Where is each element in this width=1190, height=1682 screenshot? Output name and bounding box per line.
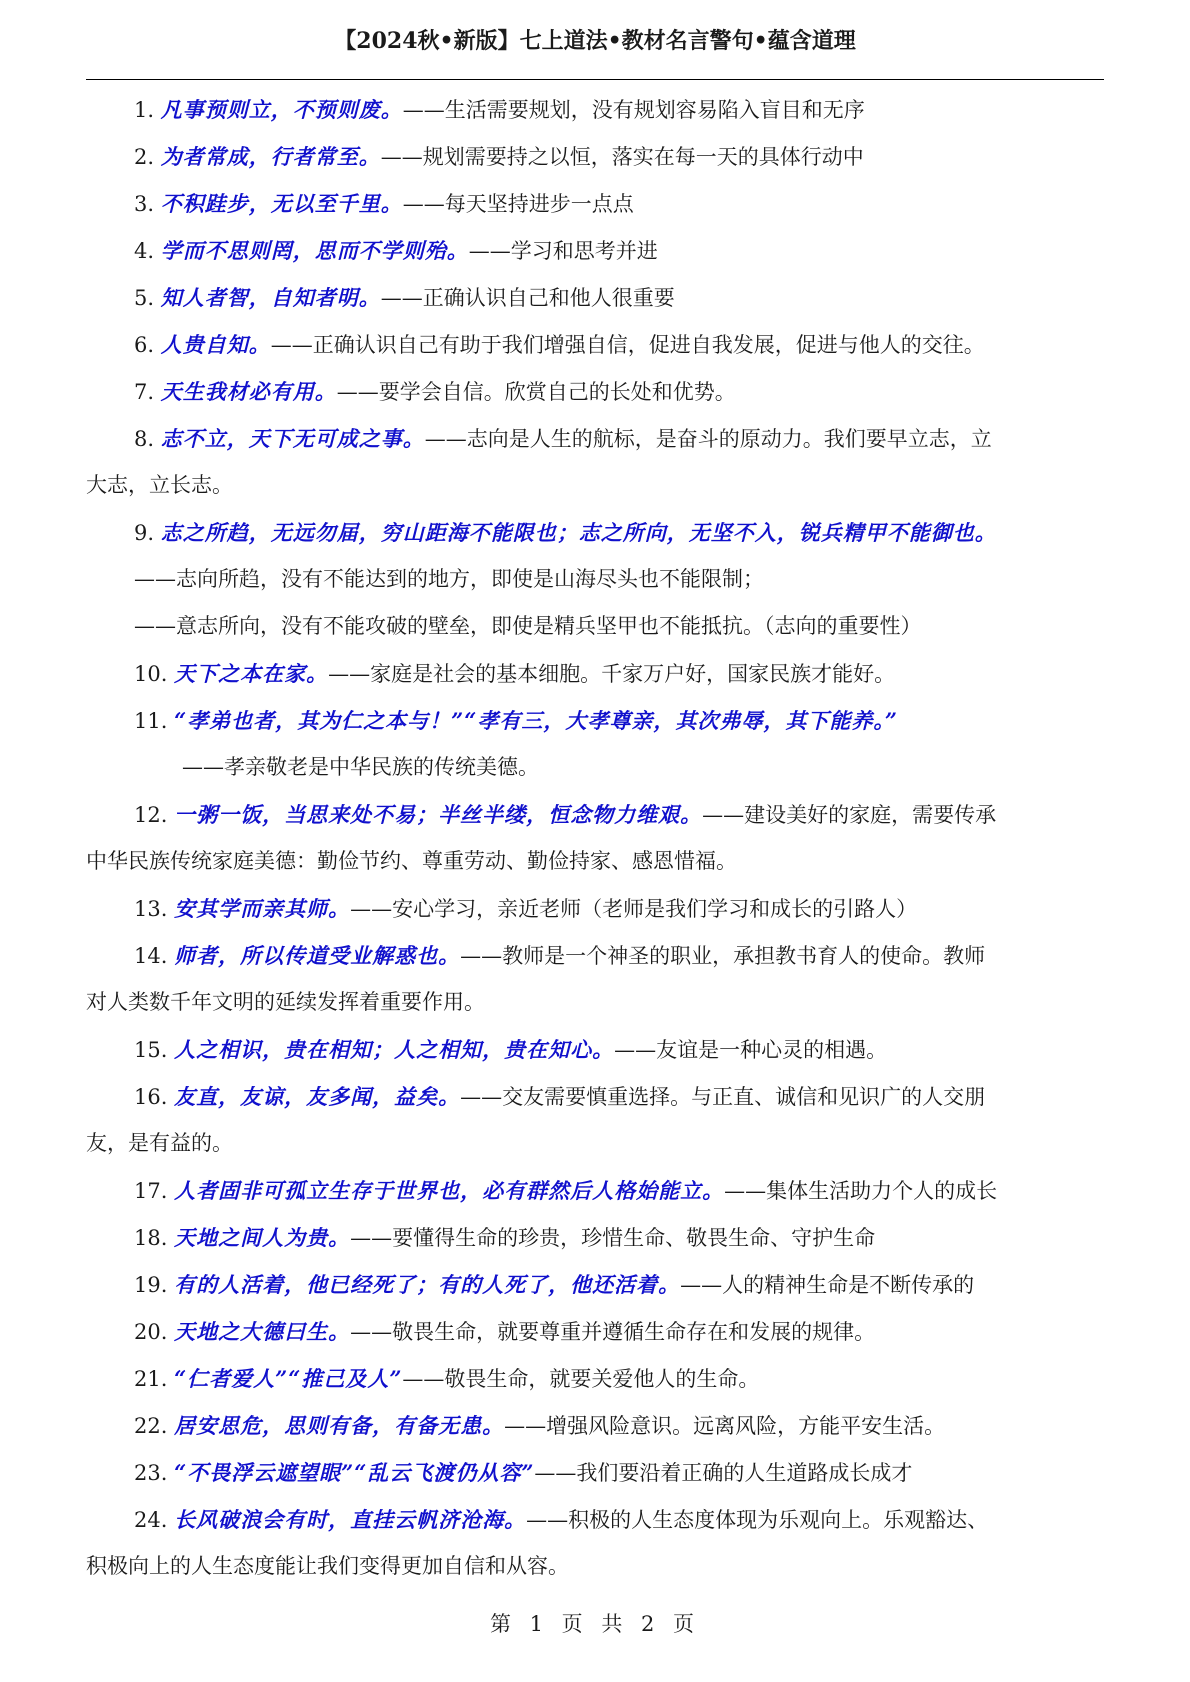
list-item bbox=[86, 885, 1104, 932]
list-item-subline bbox=[86, 603, 1104, 650]
explanation-text: ——敬畏生命，就要关爱他人的生命。 bbox=[402, 1367, 760, 1391]
item-number: 17. bbox=[134, 1179, 168, 1203]
explanation-text: ——生活需要规划，没有规划容易陷入盲目和无序 bbox=[402, 98, 865, 122]
quote-text: “孝弟也者，其为仁之本与！”“孝有三，大孝尊亲，其次弗辱，其下能养。” bbox=[174, 708, 898, 733]
quote-text: 知人者智，自知者明。 bbox=[160, 285, 381, 310]
quote-text: 安其学而亲其师。 bbox=[174, 896, 351, 921]
item-number: 21. bbox=[134, 1367, 168, 1391]
list-item bbox=[86, 274, 1104, 321]
quote-text: 凡事预则立，不预则废。 bbox=[160, 97, 403, 122]
list-item-continuation bbox=[86, 979, 1104, 1026]
item-number: 22. bbox=[134, 1414, 168, 1438]
quote-text: 一粥一饭，当思来处不易；半丝半缕，恒念物力维艰。 bbox=[174, 802, 703, 827]
list-item-continuation bbox=[86, 838, 1104, 885]
item-number: 15. bbox=[134, 1038, 168, 1062]
explanation-text: ——志向所趋，没有不能达到的地方，即使是山海尽头也不能限制； bbox=[134, 567, 764, 591]
list-item bbox=[86, 368, 1104, 415]
explanation-text: ——每天坚持进步一点点 bbox=[402, 192, 634, 216]
list-item bbox=[86, 180, 1104, 227]
list-item bbox=[86, 1026, 1104, 1073]
quote-list bbox=[86, 86, 1104, 1590]
item-number: 6. bbox=[134, 333, 155, 357]
page-header-title: 【2024秋•新版】七上道法•教材名言警句•蕴含道理 bbox=[334, 28, 856, 54]
explanation-text: ——我们要沿着正确的人生道路成长成才 bbox=[534, 1461, 913, 1485]
quote-text: 天地之大德曰生。 bbox=[174, 1319, 351, 1344]
list-item-subline bbox=[86, 744, 1104, 791]
explanation-text: ——要学会自信。欣赏自己的长处和优势。 bbox=[336, 380, 736, 404]
explanation-text: ——安心学习，亲近老师（老师是我们学习和成长的引路人） bbox=[350, 897, 918, 921]
list-item bbox=[86, 1261, 1104, 1308]
quote-text: 天地之间人为贵。 bbox=[174, 1225, 351, 1250]
quote-text: 人之相识，贵在相知；人之相知，贵在知心。 bbox=[174, 1037, 615, 1062]
item-number: 11. bbox=[134, 709, 168, 733]
explanation-text: ——教师是一个神圣的职业，承担教书育人的使命。教师 bbox=[460, 944, 986, 968]
list-item bbox=[86, 509, 1104, 556]
list-item bbox=[86, 227, 1104, 274]
list-item bbox=[86, 321, 1104, 368]
quote-text: 人者固非可孤立生存于世界也，必有群然后人格始能立。 bbox=[174, 1178, 725, 1203]
list-item-continuation bbox=[86, 1120, 1104, 1167]
quote-text: 人贵自知。 bbox=[160, 332, 271, 357]
explanation-text: ——积极的人生态度体现为乐观向上。乐观豁达、 bbox=[526, 1508, 989, 1532]
list-item-subline bbox=[86, 556, 1104, 603]
item-number: 3. bbox=[134, 192, 155, 216]
item-number: 9. bbox=[134, 521, 155, 545]
item-number: 8. bbox=[134, 427, 155, 451]
quote-text: 志之所趋，无远勿届，穷山距海不能限也；志之所向，无坚不入，锐兵精甲不能御也。 bbox=[160, 520, 997, 545]
quote-text: 天下之本在家。 bbox=[174, 661, 329, 686]
item-number: 10. bbox=[134, 662, 168, 686]
explanation-text: 友，是有益的。 bbox=[86, 1131, 233, 1155]
quote-text: 为者常成，行者常至。 bbox=[160, 144, 381, 169]
quote-text: 师者，所以传道受业解惑也。 bbox=[174, 943, 461, 968]
quote-text: 友直，友谅，友多闻，益矣。 bbox=[174, 1084, 461, 1109]
explanation-text: 大志，立长志。 bbox=[86, 473, 233, 497]
item-number: 5. bbox=[134, 286, 155, 310]
explanation-text: ——正确认识自己和他人很重要 bbox=[380, 286, 675, 310]
explanation-text: ——集体生活助力个人的成长 bbox=[724, 1179, 998, 1203]
list-item bbox=[86, 133, 1104, 180]
item-number: 23. bbox=[134, 1461, 168, 1485]
item-number: 2. bbox=[134, 145, 155, 169]
explanation-text: 中华民族传统家庭美德：勤俭节约、尊重劳动、勤俭持家、感恩惜福。 bbox=[86, 849, 737, 873]
explanation-text: 积极向上的人生态度能让我们变得更加自信和从容。 bbox=[86, 1554, 569, 1578]
quote-text: 志不立，天下无可成之事。 bbox=[160, 426, 425, 451]
explanation-text: ——意志所向，没有不能攻破的壁垒，即使是精兵坚甲也不能抵抗。（志向的重要性） bbox=[134, 614, 922, 638]
list-item bbox=[86, 1449, 1104, 1496]
list-item bbox=[86, 1073, 1104, 1120]
quote-text: “不畏浮云遮望眼”“乱云飞渡仍从容” bbox=[174, 1460, 535, 1485]
item-number: 14. bbox=[134, 944, 168, 968]
item-number: 20. bbox=[134, 1320, 168, 1344]
quote-text: 学而不思则罔，思而不学则殆。 bbox=[160, 238, 469, 263]
item-number: 1. bbox=[134, 98, 155, 122]
item-number: 12. bbox=[134, 803, 168, 827]
item-number: 16. bbox=[134, 1085, 168, 1109]
item-number: 4. bbox=[134, 239, 155, 263]
item-number: 24. bbox=[134, 1508, 168, 1532]
item-number: 18. bbox=[134, 1226, 168, 1250]
page-number: 第 1 页 共 2 页 bbox=[489, 1612, 701, 1636]
explanation-text: ——孝亲敬老是中华民族的传统美德。 bbox=[182, 755, 539, 779]
quote-text: 不积跬步，无以至千里。 bbox=[160, 191, 403, 216]
explanation-text: ——正确认识自己有助于我们增强自信，促进自我发展，促进与他人的交往。 bbox=[270, 333, 985, 357]
list-item bbox=[86, 650, 1104, 697]
explanation-text: ——规划需要持之以恒，落实在每一天的具体行动中 bbox=[380, 145, 864, 169]
explanation-text: ——志向是人生的航标，是奋斗的原动力。我们要早立志，立 bbox=[424, 427, 992, 451]
explanation-text: ——交友需要慎重选择。与正直、诚信和见识广的人交朋 bbox=[460, 1085, 986, 1109]
quote-text: 长风破浪会有时，直挂云帆济沧海。 bbox=[174, 1507, 527, 1532]
item-number: 19. bbox=[134, 1273, 168, 1297]
explanation-text: ——敬畏生命，就要尊重并遵循生命存在和发展的规律。 bbox=[350, 1320, 876, 1344]
list-item bbox=[86, 932, 1104, 979]
quote-text: 居安思危，思则有备，有备无患。 bbox=[174, 1413, 505, 1438]
explanation-text: ——增强风险意识。远离风险，方能平安生活。 bbox=[504, 1414, 946, 1438]
explanation-text: ——人的精神生命是不断传承的 bbox=[680, 1273, 975, 1297]
list-item bbox=[86, 86, 1104, 133]
list-item bbox=[86, 1496, 1104, 1543]
list-item bbox=[86, 1214, 1104, 1261]
list-item bbox=[86, 791, 1104, 838]
header-divider bbox=[86, 79, 1104, 80]
item-number: 7. bbox=[134, 380, 155, 404]
item-number: 13. bbox=[134, 897, 168, 921]
quote-text: 有的人活着，他已经死了；有的人死了，他还活着。 bbox=[174, 1272, 681, 1297]
explanation-text: ——家庭是社会的基本细胞。千家万户好，国家民族才能好。 bbox=[328, 662, 896, 686]
list-item-continuation bbox=[86, 462, 1104, 509]
explanation-text: ——要懂得生命的珍贵，珍惜生命、敬畏生命、守护生命 bbox=[350, 1226, 876, 1250]
list-item bbox=[86, 1355, 1104, 1402]
list-item bbox=[86, 1167, 1104, 1214]
list-item bbox=[86, 1308, 1104, 1355]
list-item bbox=[86, 415, 1104, 462]
explanation-text: ——学习和思考并进 bbox=[468, 239, 658, 263]
explanation-text: 对人类数千年文明的延续发挥着重要作用。 bbox=[86, 990, 485, 1014]
list-item-continuation bbox=[86, 1543, 1104, 1590]
explanation-text: ——友谊是一种心灵的相遇。 bbox=[614, 1038, 888, 1062]
explanation-text: ——建设美好的家庭，需要传承 bbox=[702, 803, 997, 827]
list-item bbox=[86, 1402, 1104, 1449]
quote-text: “仁者爱人”“推己及人” bbox=[174, 1366, 403, 1391]
quote-text: 天生我材必有用。 bbox=[160, 379, 337, 404]
list-item bbox=[86, 697, 1104, 744]
